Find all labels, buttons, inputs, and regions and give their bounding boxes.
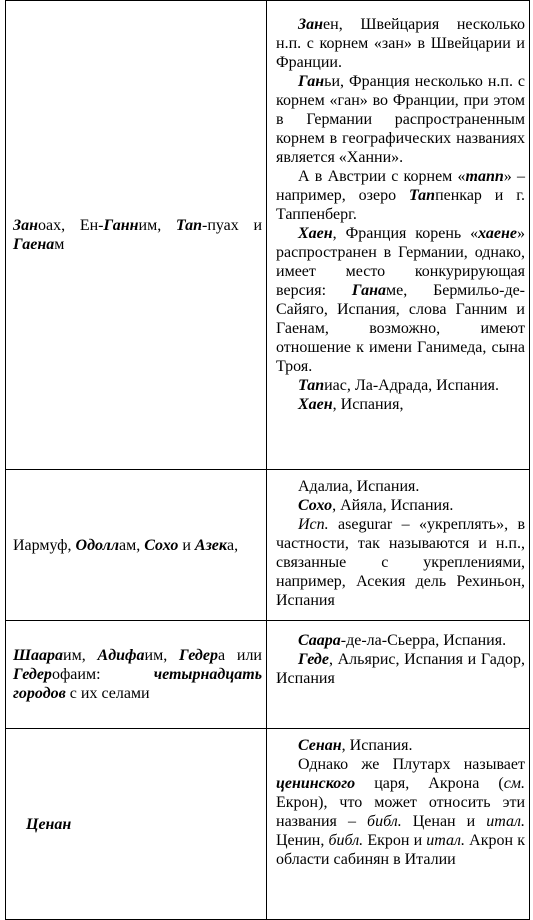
- biblical-names-cell: [6, 470, 267, 621]
- biblical-names-cell: [6, 729, 267, 920]
- text-run: и: [178, 536, 195, 554]
- commentary-paragraph: [276, 167, 525, 224]
- emphasized-name: четырнадцать городов: [13, 666, 262, 702]
- commentary-paragraph: [276, 15, 525, 72]
- text-run: им,: [138, 217, 176, 234]
- biblical-name-text: [13, 536, 262, 555]
- abbreviation: Исп.: [298, 516, 329, 533]
- emphasized-name: Тап: [408, 187, 436, 204]
- toponym-table: [5, 0, 530, 920]
- text-run: пенкар и г. Таппенберг.: [276, 187, 525, 223]
- text-run: им,: [63, 647, 98, 664]
- table-row: [6, 621, 530, 729]
- emphasized-name: Адифа: [97, 647, 145, 664]
- text-run: -де-ла-Сьерра, Испания.: [340, 632, 507, 649]
- commentary-paragraph: [276, 395, 525, 414]
- text-run: Екрон и: [363, 832, 427, 849]
- emphasized-name: Геде: [298, 651, 329, 668]
- commentary-paragraph: [276, 631, 525, 650]
- text-run: Однако же Плутарх называет: [298, 756, 525, 773]
- commentary-paragraph: [276, 224, 525, 376]
- emphasized-name: Тап: [175, 217, 202, 234]
- emphasized-name: Зан: [13, 217, 39, 234]
- text-run: им,: [144, 647, 180, 664]
- text-run: ме, Бермильо-де-Сайяго, Испания, слова Ганним и Гаенам, возможно, имеют отношение к имени Ганимеда, сына Троя.: [276, 282, 526, 375]
- emphasized-name: хаене: [478, 225, 517, 242]
- emphasized-name: Сенан: [298, 737, 342, 754]
- text-run: , Айяла, Испания.: [332, 497, 454, 514]
- commentary-paragraph: [276, 496, 525, 515]
- biblical-name-text: [26, 815, 262, 834]
- commentary-paragraph: [276, 515, 525, 610]
- table-row: [6, 470, 530, 621]
- emphasized-name: Тап: [298, 377, 325, 394]
- emphasized-name: Шаара: [13, 647, 64, 664]
- text-run: Ценин,: [276, 832, 329, 849]
- text-run: офаим:: [51, 666, 154, 683]
- text-run: царя, Акрона (: [355, 775, 504, 792]
- emphasized-name: Азек: [194, 536, 228, 554]
- emphasized-name: Ган: [298, 73, 325, 90]
- emphasized-name: Ценан: [26, 815, 72, 833]
- commentary-paragraph: [276, 376, 525, 395]
- text-run: а,: [227, 536, 239, 554]
- place-names-cell: [267, 729, 530, 920]
- emphasized-name: Ганн: [103, 217, 139, 234]
- biblical-name-text: [13, 216, 262, 254]
- biblical-names-cell: [6, 621, 267, 729]
- abbreviation: итал.: [486, 813, 525, 830]
- place-names-cell: [267, 1, 530, 470]
- text-run: ам,: [119, 536, 145, 554]
- text-run: Адалиа, Испания.: [298, 478, 420, 495]
- emphasized-name: Хаен: [298, 225, 333, 242]
- text-run: Ценан и: [401, 813, 487, 830]
- emphasized-name: Саара: [298, 632, 341, 649]
- table-row: [6, 1, 530, 470]
- abbreviation: итал.: [426, 832, 466, 849]
- text-run: Екрон), что может относить эти названия –: [276, 794, 525, 830]
- place-names-cell: [267, 621, 530, 729]
- biblical-name-text: [13, 646, 262, 703]
- commentary-paragraph: [276, 755, 525, 869]
- emphasized-name: Гедер: [179, 647, 218, 664]
- text-run: с их селами: [65, 685, 150, 702]
- text-run: » – например, озеро: [276, 168, 526, 204]
- emphasized-name: Гаена: [13, 236, 55, 253]
- text-run: А в Австрии с корнем «: [298, 168, 466, 185]
- text-run: , Альярис, Испания и Гадор, Испания: [276, 651, 525, 687]
- commentary-paragraph: [276, 736, 525, 755]
- emphasized-name: Сохо: [144, 536, 179, 554]
- biblical-names-cell: [6, 1, 267, 470]
- text-run: Иармуф,: [13, 536, 76, 554]
- text-run: иас, Ла-Адрада, Испания.: [324, 377, 499, 394]
- emphasized-name: Гедер: [13, 666, 52, 683]
- emphasized-name: тапп: [465, 168, 504, 185]
- emphasized-name: Сохо: [298, 497, 333, 514]
- document-page: [5, 0, 530, 884]
- text-run: оах, Ен-: [38, 217, 104, 234]
- text-run: ьи, Франция несколько н.п. с корнем «ган» во Франции, при этом в Германии распространенным корнем в географических названиях является «Ханни».: [276, 73, 525, 166]
- abbreviation: см.: [503, 775, 525, 792]
- text-run: , Испания,: [332, 396, 404, 413]
- emphasized-name: Зан: [298, 16, 324, 33]
- emphasized-name: Одолл: [75, 536, 120, 554]
- text-run: , Франция корень «: [332, 225, 479, 242]
- emphasized-name: Гана: [351, 282, 387, 299]
- text-run: а или: [217, 647, 262, 664]
- commentary-paragraph: [276, 650, 525, 688]
- commentary-paragraph: [276, 72, 525, 167]
- table-row: [6, 729, 530, 920]
- text-run: asegurar – «укреплять», в частности, так называются и н.п., связанные с укреплениями, например, Асекия дель Рехиньон, Испания: [276, 516, 525, 609]
- abbreviation: библ.: [367, 813, 402, 830]
- text-run: Акрон к области сабинян в Италии: [276, 832, 525, 868]
- place-names-cell: [267, 470, 530, 621]
- text-run: -пуах и: [201, 217, 263, 234]
- emphasized-name: Хаен: [298, 396, 333, 413]
- text-run: , Испания.: [341, 737, 413, 754]
- emphasized-name: ценинского: [276, 775, 356, 792]
- text-run: » распространен в Германии, однако, имеет место конкурирующая версия:: [276, 225, 525, 299]
- text-run: ен, Швейцария несколько н.п. с корнем «зан» в Швейцарии и Франции.: [276, 16, 525, 71]
- abbreviation: библ.: [328, 832, 364, 849]
- commentary-paragraph: [276, 477, 525, 496]
- text-run: м: [54, 236, 65, 253]
